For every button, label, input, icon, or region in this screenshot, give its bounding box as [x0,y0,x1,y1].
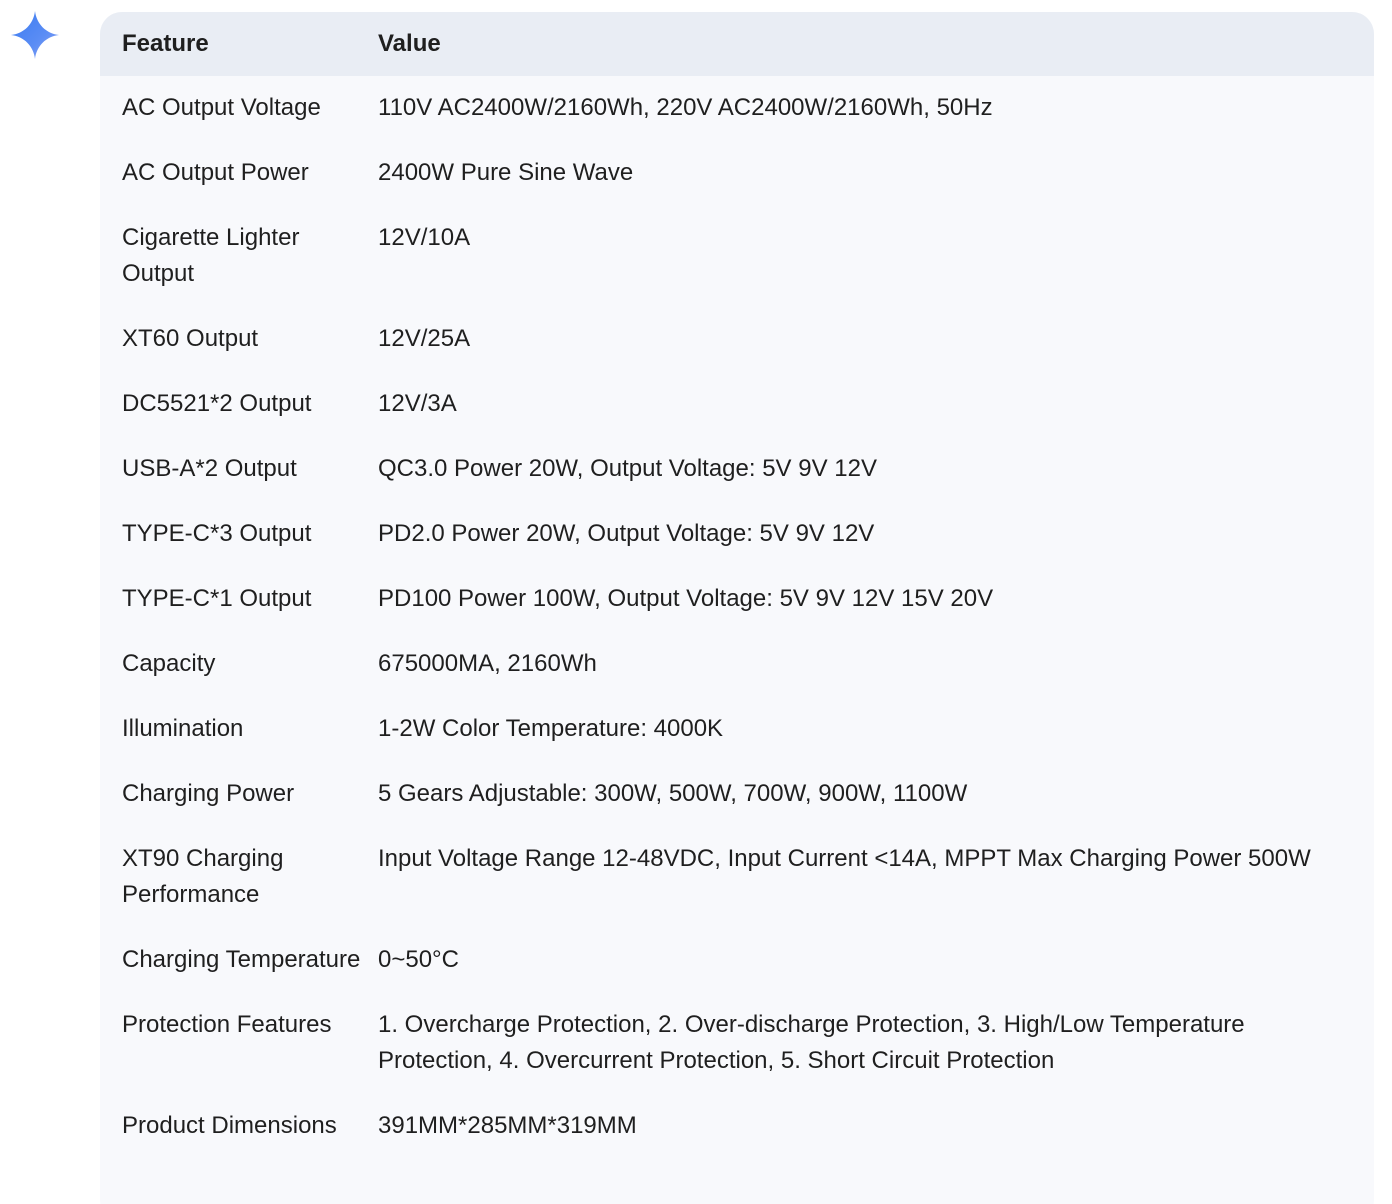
value-cell: 675000MA, 2160Wh [378,650,597,677]
table-row [100,437,1374,502]
table-row [100,372,1374,437]
value-cell: PD2.0 Power 20W, Output Voltage: 5V 9V 12V [378,520,875,547]
table-row [100,993,1374,1094]
spec-table [100,12,1374,1159]
table-header-row [100,12,1374,76]
value-cell: 2400W Pure Sine Wave [378,159,634,186]
feature-cell: Charging Power [122,780,295,807]
table-row [100,141,1374,206]
feature-cell: Charging Temperature [122,946,361,973]
table-row [100,502,1374,567]
feature-cell: Cigarette Lighter Output [122,224,300,287]
feature-cell: DC5521*2 Output [122,390,312,417]
feature-cell: Illumination [122,715,244,742]
value-cell: PD100 Power 100W, Output Voltage: 5V 9V 12V 15V 20V [378,585,994,612]
value-cell: 0~50°C [378,946,459,973]
gemini-sparkle-icon [10,10,60,60]
value-cell: 12V/25A [378,325,471,352]
value-cell: 391MM*285MM*319MM [378,1112,637,1139]
value-cell: QC3.0 Power 20W, Output Voltage: 5V 9V 12V [378,455,877,482]
table-row [100,307,1374,372]
table-row [100,76,1374,141]
table-row [100,827,1374,928]
value-cell: 12V/3A [378,390,457,417]
table-row [100,567,1374,632]
table-row [100,697,1374,762]
value-cell: Input Voltage Range 12-48VDC, Input Current <14A, MPPT Max Charging Power 500W [378,845,1311,872]
feature-cell: Product Dimensions [122,1112,337,1139]
table-row [100,1094,1374,1159]
value-cell: 5 Gears Adjustable: 300W, 500W, 700W, 900W, 1100W [378,780,968,807]
feature-cell: TYPE-C*3 Output [122,520,312,547]
feature-column-header: Feature [122,30,209,57]
spec-table-container [100,12,1374,1204]
feature-cell: XT60 Output [122,325,259,352]
value-cell: 1-2W Color Temperature: 4000K [378,715,724,742]
value-cell: 1. Overcharge Protection, 2. Over-discharge Protection, 3. High/Low Temperature Protection, 4. Overcurrent Protection, 5. Short Circuit Protection [378,1011,1245,1074]
value-column-header: Value [378,30,441,57]
table-row [100,762,1374,827]
feature-cell: XT90 Charging Performance [122,845,284,908]
value-cell: 110V AC2400W/2160Wh, 220V AC2400W/2160Wh, 50Hz [378,94,993,121]
value-cell: 12V/10A [378,224,471,251]
table-body [100,76,1374,1159]
feature-cell: Capacity [122,650,216,677]
table-row [100,632,1374,697]
feature-cell: AC Output Voltage [122,94,321,121]
table-row [100,928,1374,993]
feature-cell: AC Output Power [122,159,309,186]
feature-cell: USB-A*2 Output [122,455,297,482]
table-row [100,206,1374,307]
feature-cell: Protection Features [122,1011,332,1038]
feature-cell: TYPE-C*1 Output [122,585,312,612]
